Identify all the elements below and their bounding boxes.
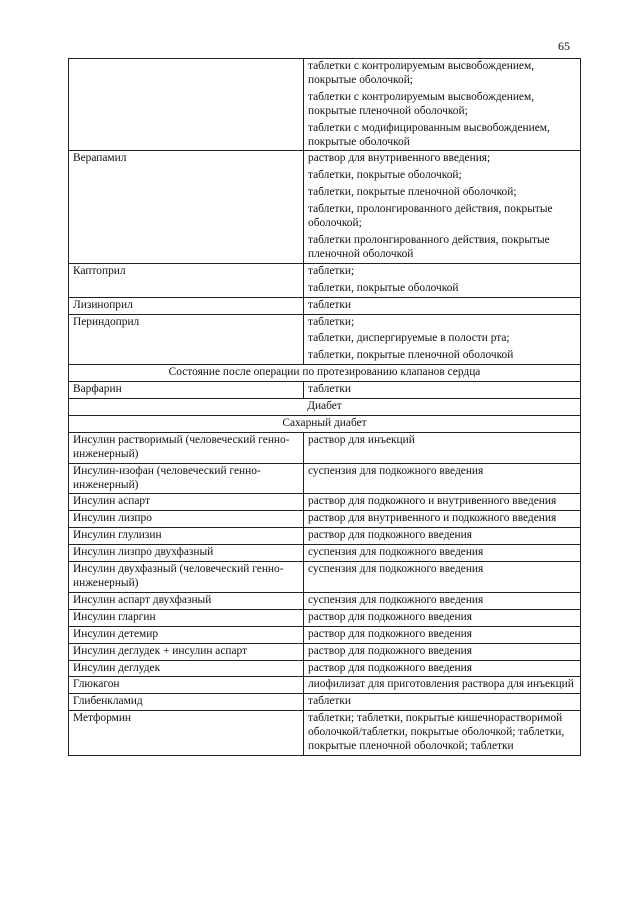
dosage-form: раствор для подкожного введения — [308, 644, 472, 657]
dosage-forms — [304, 592, 581, 609]
table-row — [69, 545, 581, 562]
dosage-forms — [304, 151, 581, 263]
dosage-form: таблетки, покрытые оболочкой; — [308, 169, 462, 182]
drug-name: Глибенкламид — [69, 694, 304, 711]
table-row — [69, 314, 581, 365]
dosage-form: таблетки с контролируемым высвобождением, покрытые оболочкой; — [308, 60, 535, 86]
dosage-form: таблетки, покрытые пленочной оболочкой; — [308, 186, 517, 199]
dosage-form: таблетки с контролируемым высвобождением, покрытые пленочной оболочкой; — [308, 90, 535, 117]
dosage-forms — [304, 463, 581, 494]
dosage-forms — [304, 263, 581, 297]
dosage-form: таблетки; — [308, 264, 355, 277]
dosage-form: суспензия для подкожного введения — [308, 563, 484, 576]
dosage-form: таблетки — [308, 298, 352, 311]
table-row — [69, 592, 581, 609]
table-row — [69, 432, 581, 463]
drug-name: Инсулин деглудек — [69, 660, 304, 677]
dosage-form: раствор для внутривенного введения; — [308, 152, 491, 165]
drug-name: Инсулин детемир — [69, 626, 304, 643]
table-row — [69, 562, 581, 593]
table-row — [69, 711, 581, 756]
dosage-forms — [304, 660, 581, 677]
drug-name: Инсулин двухфазный (человеческий генно-инженерный) — [69, 562, 304, 593]
dosage-form: лиофилизат для приготовления раствора для инъекций — [308, 678, 574, 691]
drug-name: Инсулин-изофан (человеческий генно-инженерный) — [69, 463, 304, 494]
table-row — [69, 511, 581, 528]
drug-table-body — [69, 59, 581, 756]
dosage-form: таблетки, диспергируемые в полости рта; — [308, 332, 510, 345]
table-row — [69, 382, 581, 399]
table-row — [69, 609, 581, 626]
dosage-forms — [304, 694, 581, 711]
drug-name: Инсулин гларгин — [69, 609, 304, 626]
dosage-form: раствор для подкожного введения — [308, 627, 472, 640]
dosage-forms — [304, 643, 581, 660]
section-title: Диабет — [69, 399, 581, 416]
table-row — [69, 643, 581, 660]
dosage-forms — [304, 432, 581, 463]
dosage-form: таблетки, покрытые оболочкой — [308, 281, 459, 294]
table-row — [69, 694, 581, 711]
table-row — [69, 660, 581, 677]
drug-name: Инсулин глулизин — [69, 528, 304, 545]
dosage-form: суспензия для подкожного введения — [308, 593, 484, 606]
dosage-forms — [304, 382, 581, 399]
section-row — [69, 415, 581, 432]
dosage-form: раствор для внутривенного и подкожного введения — [308, 512, 557, 525]
drug-name: Глюкагон — [69, 677, 304, 694]
section-row — [69, 365, 581, 382]
dosage-forms — [304, 562, 581, 593]
dosage-forms — [304, 545, 581, 562]
dosage-form: раствор для подкожного введения — [308, 529, 472, 542]
dosage-form: таблетки; таблетки, покрытые кишечнорастворимой оболочкой/таблетки, покрытые оболочкой; таблетки, покрытые пленочной оболочкой; таблетки — [308, 712, 565, 753]
dosage-forms — [304, 511, 581, 528]
drug-name: Периндоприл — [69, 314, 304, 365]
dosage-forms — [304, 528, 581, 545]
dosage-form: таблетки с модифицированным высвобождением, покрытые оболочкой — [308, 121, 550, 148]
drug-name: Каптоприл — [69, 263, 304, 297]
section-row — [69, 399, 581, 416]
dosage-form: таблетки; — [308, 315, 355, 328]
dosage-form: таблетки пролонгированного действия, покрытые пленочной оболочкой — [308, 233, 550, 260]
drug-name: Лизиноприл — [69, 297, 304, 314]
table-row — [69, 263, 581, 297]
drug-name: Инсулин аспарт двухфазный — [69, 592, 304, 609]
table-row — [69, 463, 581, 494]
drug-table — [68, 58, 581, 756]
table-row — [69, 59, 581, 151]
dosage-form: таблетки, покрытые пленочной оболочкой — [308, 349, 514, 362]
drug-name: Инсулин лизпро двухфазный — [69, 545, 304, 562]
page-number: 65 — [558, 39, 570, 53]
dosage-form: суспензия для подкожного введения — [308, 464, 484, 477]
drug-name: Инсулин деглудек + инсулин аспарт — [69, 643, 304, 660]
drug-name: Инсулин растворимый (человеческий генно-инженерный) — [69, 432, 304, 463]
drug-name: Варфарин — [69, 382, 304, 399]
drug-name — [69, 59, 304, 151]
dosage-form: таблетки — [308, 383, 352, 396]
table-row — [69, 528, 581, 545]
dosage-forms — [304, 314, 581, 365]
dosage-forms — [304, 59, 581, 151]
table-row — [69, 677, 581, 694]
section-title: Состояние после операции по протезированию клапанов сердца — [69, 365, 581, 382]
drug-name: Инсулин аспарт — [69, 494, 304, 511]
dosage-forms — [304, 677, 581, 694]
dosage-forms — [304, 494, 581, 511]
dosage-forms — [304, 609, 581, 626]
drug-name: Инсулин лизпро — [69, 511, 304, 528]
dosage-form: раствор для инъекций — [308, 433, 415, 446]
dosage-form: раствор для подкожного и внутривенного введения — [308, 495, 557, 508]
dosage-form: раствор для подкожного введения — [308, 610, 472, 623]
section-title: Сахарный диабет — [69, 415, 581, 432]
table-row — [69, 151, 581, 263]
dosage-form: раствор для подкожного введения — [308, 661, 472, 674]
drug-name: Верапамил — [69, 151, 304, 263]
table-row — [69, 297, 581, 314]
dosage-form: суспензия для подкожного введения — [308, 546, 484, 559]
dosage-form: таблетки — [308, 695, 352, 708]
table-row — [69, 494, 581, 511]
drug-name: Метформин — [69, 711, 304, 756]
dosage-forms — [304, 297, 581, 314]
dosage-forms — [304, 711, 581, 756]
dosage-forms — [304, 626, 581, 643]
dosage-form: таблетки, пролонгированного действия, покрытые оболочкой; — [308, 203, 553, 230]
table-row — [69, 626, 581, 643]
